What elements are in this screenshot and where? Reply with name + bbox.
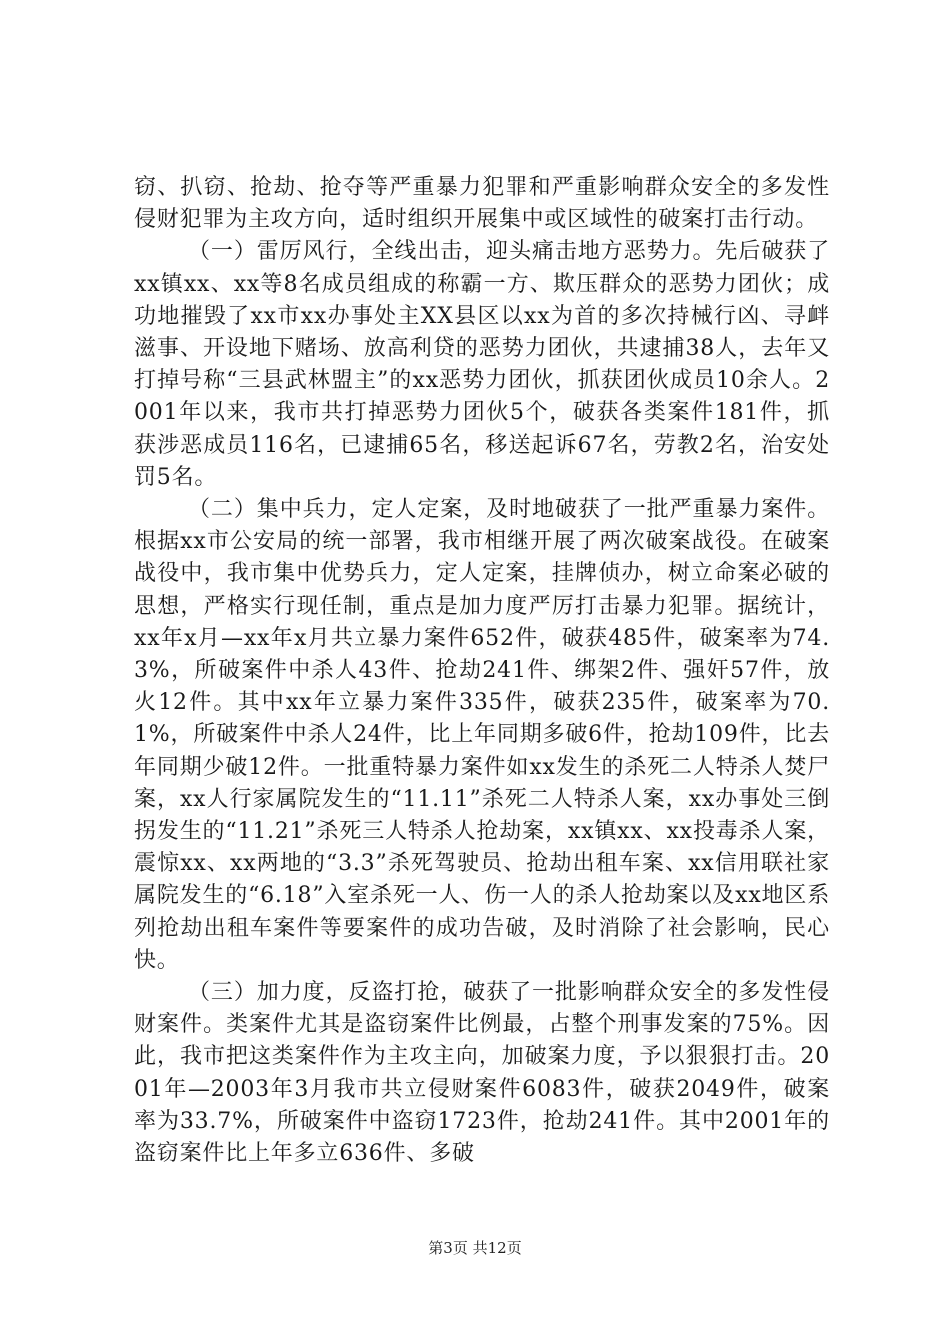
- paragraph-3: （二）集中兵力，定人定案，及时地破获了一批严重暴力案件。根据xx市公安局的统一部署，我市相继开展了两次破案战役。在破案战役中，我市集中优势兵力，定人定案，挂牌侦办，树立命案必破的思想，严格实行现任制，重点是加力度严厉打击暴力犯罪。据统计，xx年x月—xx年x月共立暴力案件652件，破获485件，破案率为74.3%，所破案件中杀人43件、抢劫241件、绑架2件、强奸57件，放火12件。其中xx年立暴力案件335件，破获235件，破案率为70.1%，所破案件中杀人24件，比上年同期多破6件，抢劫109件，比去年同期少破12件。一批重特暴力案件如xx发生的杀死二人特杀人焚尸案，xx人行家属院发生的“11.11”杀死二人特杀人案，xx办事处三倒拐发生的“11.21”杀死三人特杀人抢劫案，xx镇xx、xx投毒杀人案，震惊xx、xx两地的“3.3”杀死驾驶员、抢劫出租车案、xx信用联社家属院发生的“6.18”入室杀死一人、伤一人的杀人抢劫案以及xx地区系列抢劫出租车案件等要案件的成功告破，及时消除了社会影响，民心快。: [134, 497, 830, 973]
- paragraph-4: （三）加力度，反盗打抢，破获了一批影响群众安全的多发性侵财案件。类案件尤其是盗窃案件比例最，占整个刑事发案的75%。因此，我市把这类案件作为主攻主向，加破案力度，予以狠狠打击。2001年—2003年3月我市共立侵财案件6083件，破获2049件，破案率为33.7%，所破案件中盗窃1723件，抢劫241件。其中2001年的盗窃案件比上年多立636件、多破: [134, 980, 830, 1167]
- page-number-footer: 第3页 共12页: [428, 1239, 522, 1257]
- document-body: [134, 172, 830, 1170]
- paragraph-2: （一）雷厉风行，全线出击，迎头痛击地方恶势力。先后破获了xx镇xx、xx等8名成员组成的称霸一方、欺压群众的恶势力团伙；成功地摧毁了xx市xx办事处主XX县区以xx为首的多次持械行凶、寻衅滋事、开设地下赌场、放高利贷的恶势力团伙，共逮捕38人，去年又打掉号称“三县武林盟主”的xx恶势力团伙，抓获团伙成员10余人。2001年以来，我市共打掉恶势力团伙5个，破获各类案件181件，抓获涉恶成员116名，已逮捕65名，移送起诉67名，劳教2名，治安处罚5名。: [134, 239, 830, 490]
- paragraph-1: 窃、扒窃、抢劫、抢夺等严重暴力犯罪和严重影响群众安全的多发性侵财犯罪为主攻方向，适时组织开展集中或区域性的破案打击行动。: [134, 175, 830, 233]
